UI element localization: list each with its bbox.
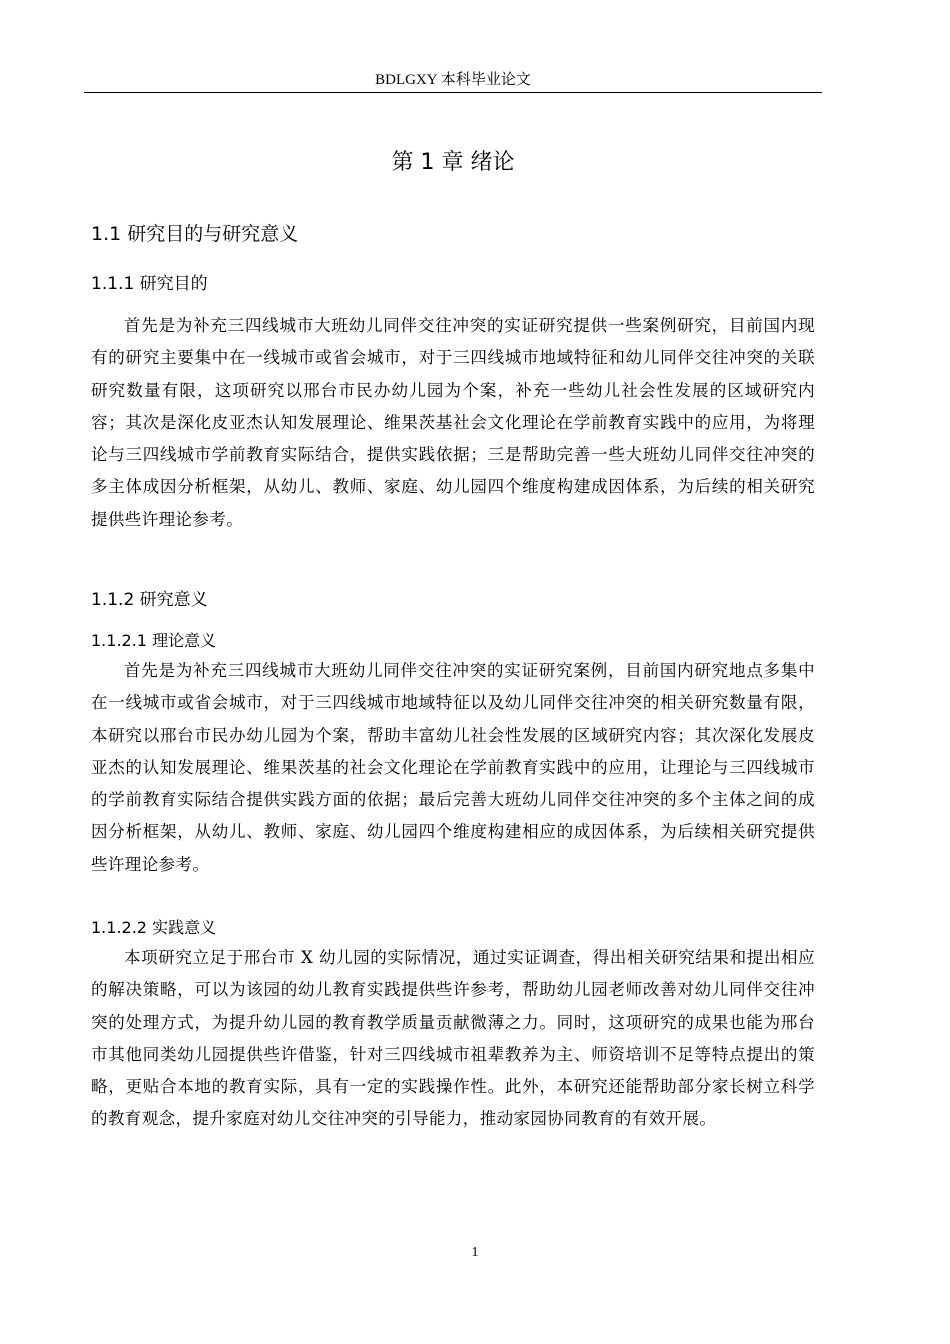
section-heading-1-1-1: 1.1.1 研究目的 (91, 274, 208, 294)
paragraph-theoretical-significance: 首先是为补充三四线城市大班幼儿同伴交往冲突的实证研究案例，目前国内研究地点多集中在一线城市或省会城市，对于三四线城市地域特征以及幼儿同伴交往冲突的相关研究数量有限，本研究以邢台市民办幼儿园为个案，帮助丰富幼儿社会性发展的区域研究内容；其次深化发展皮亚杰的认知发展理论、维果茨基的社会文化理论在学前教育实践中的应用，让理论与三四线城市的学前教育实际结合提供实践方面的依据；最后完善大班幼儿同伴交往冲突的多个主体之间的成因分析框架，从幼儿、教师、家庭、幼儿园四个维度构建相应的成因体系，为后续相关研究提供些许理论参考。 (91, 661, 815, 874)
section-heading-1-1-2-2: 1.1.2.2 实践意义 (91, 918, 217, 937)
section-heading-1-1-2: 1.1.2 研究意义 (91, 590, 208, 610)
paragraph-research-purpose: 首先是为补充三四线城市大班幼儿同伴交往冲突的实证研究提供一些案例研究，目前国内现有的研究主要集中在一线城市或省会城市，对于三四线城市地域特征和幼儿同伴交往冲突的关联研究数量有限，这项研究以邢台市民办幼儿园为个案，补充一些幼儿社会性发展的区域研究内容；其次是深化皮亚杰认知发展理论、维果茨基社会文化理论在学前教育实践中的应用，为将理论与三四线城市学前教育实际结合，提供实践依据；三是帮助完善一些大班幼儿同伴交往冲突的多主体成因分析框架，从幼儿、教师、家庭、幼儿园四个维度构建成因体系，为后续的相关研究提供些许理论参考。 (91, 316, 815, 529)
section-heading-1-1: 1.1 研究目的与研究意义 (91, 223, 299, 245)
page-number: 1 (471, 1245, 479, 1260)
paragraph-practical-significance: 本项研究立足于邢台市 X 幼儿园的实际情况，通过实证调查，得出相关研究结果和提出相应的解决策略，可以为该园的幼儿教育实践提供些许参考，帮助幼儿园老师改善对幼儿同伴交往冲突的处理方式，为提升幼儿园的教育教学质量贡献微薄之力。同时，这项研究的成果也能为邢台市其他同类幼儿园提供些许借鉴，针对三四线城市祖辈教养为主、师资培训不足等特点提出的策略，更贴合本地的教育实际，具有一定的实践操作性。此外，本研究还能帮助部分家长树立科学的教育观念，提升家庭对幼儿交往冲突的引导能力，推动家园协同教育的有效开展。 (91, 948, 815, 1129)
section-heading-1-1-2-1: 1.1.2.1 理论意义 (91, 631, 217, 650)
header-divider (84, 92, 822, 93)
chapter-title: 第 1 章 绪论 (391, 150, 515, 175)
running-header: BDLGXY 本科毕业论文 (375, 72, 531, 88)
